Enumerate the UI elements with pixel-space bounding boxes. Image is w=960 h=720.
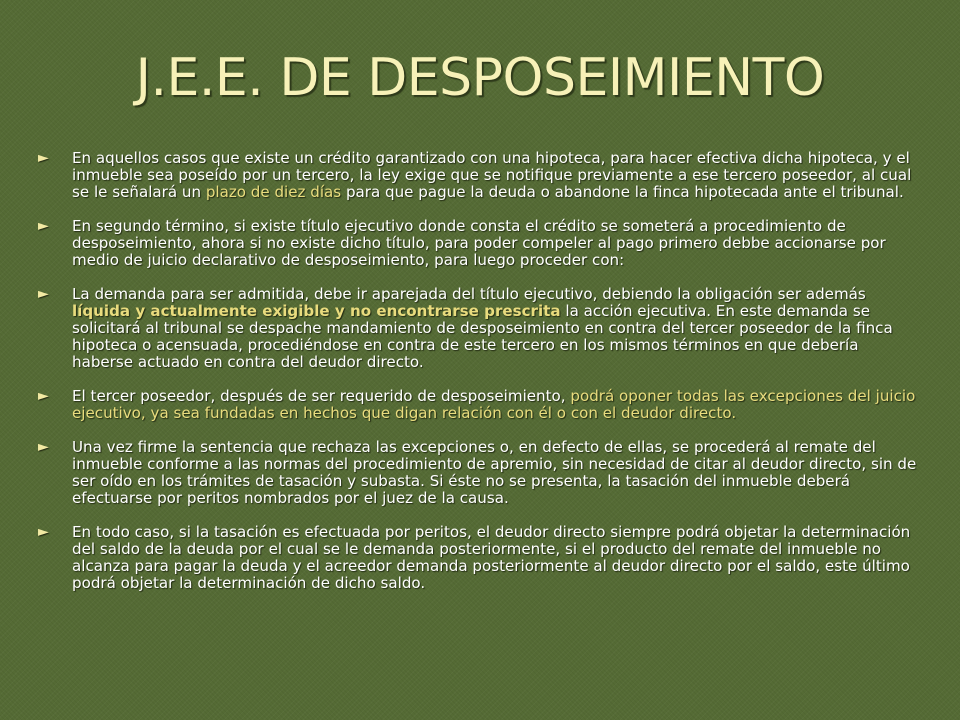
bullet-text: La demanda para ser admitida, debe ir aparejada del título ejecutivo, debiendo la obligación ser además: [72, 285, 866, 303]
bullet-item: [38, 150, 920, 201]
bullet-item: [38, 524, 920, 592]
highlighted-text: plazo de diez días: [205, 183, 342, 201]
bullet-item: [38, 388, 920, 422]
bullet-text: El tercer poseedor, después de ser requerido de desposeimiento,: [72, 387, 571, 405]
arrow-right-triangle-icon: ►: [38, 218, 49, 234]
arrow-right-triangle-icon: ►: [38, 388, 49, 404]
bullet-list: [38, 150, 920, 609]
arrow-right-triangle-icon: ►: [38, 439, 49, 455]
bullet-text: la acción ejecutiva. En este demanda se solicitará al tribunal se despache mandamiento de desposeimiento en contra del tercer poseedor de la finca hipoteca o acensuada, procediéndose en contra de este tercero en los mismos términos en que debería haberse actuado en contra del deudor directo.: [72, 302, 893, 371]
highlighted-text: líquida y actualmente exigible y no encontrarse prescrita: [72, 302, 561, 320]
bullet-text: Una vez firme la sentencia que rechaza las excepciones o, en defecto de ellas, se procederá al remate del inmueble conforme a las normas del procedimiento de apremio, sin necesidad de citar al deudor directo, sin de ser oído en los trámites de tasación y subasta. Si éste no se presenta, la tasación del inmueble deberá efectuarse por peritos nombrados por el juez de la causa.: [72, 438, 917, 507]
bullet-text: En aquellos casos que existe un crédito garantizado con una hipoteca, para hacer efectiva dicha hipoteca, y el inmueble sea poseído por un tercero, la ley exige que se notifique previamente a ese tercero poseedor, al cual se le señalará un: [72, 149, 912, 201]
arrow-right-triangle-icon: ►: [38, 524, 49, 540]
bullet-text: En todo caso, si la tasación es efectuada por peritos, el deudor directo siempre podrá objetar la determinación del saldo de la deuda por el cual se le demanda posteriormente, si el producto del remate del inmueble no alcanza para pagar la deuda y el acreedor demanda posteriormente al deudor directo por el saldo, este último podrá objetar la determinación de dicho saldo.: [72, 523, 911, 592]
bullet-item: [38, 439, 920, 507]
arrow-right-triangle-icon: ►: [38, 150, 49, 166]
slide-title: J.E.E. DE DESPOSEIMIENTO: [135, 48, 825, 108]
bullet-text: En segundo término, si existe título ejecutivo donde consta el crédito se someterá a procedimiento de desposeimiento, ahora si no existe dicho título, para poder compeler al pago primero debbe accionarse por medio de juicio declarativo de desposeimiento, para luego proceder con:: [72, 217, 886, 269]
bullet-item: [38, 218, 920, 269]
bullet-item: [38, 286, 920, 371]
arrow-right-triangle-icon: ►: [38, 286, 49, 302]
bullet-text: para que pague la deuda o abandone la finca hipotecada ante el tribunal.: [341, 183, 904, 201]
highlighted-text: podrá oponer todas las excepciones del juicio ejecutivo, ya sea fundadas en hechos que digan relación con él o con el deudor directo.: [72, 387, 916, 422]
